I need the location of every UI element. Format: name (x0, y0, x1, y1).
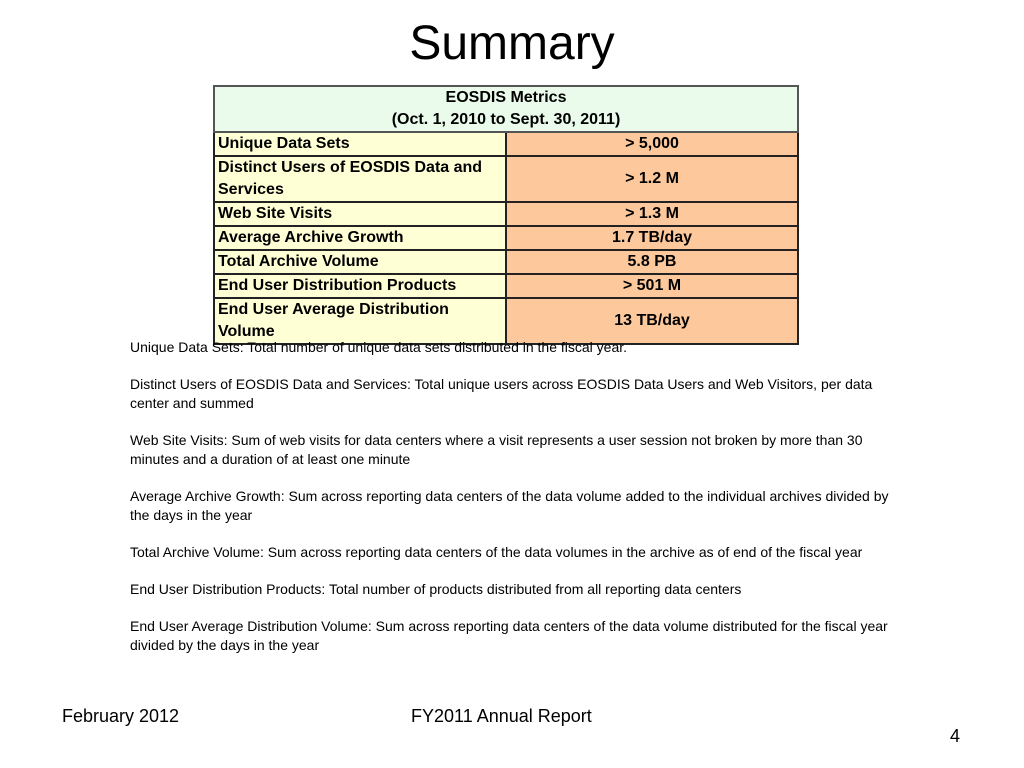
metric-label: Average Archive Growth (214, 226, 506, 250)
metric-label: End User Distribution Products (214, 274, 506, 298)
metric-label: Web Site Visits (214, 202, 506, 226)
table-row (214, 274, 798, 298)
metric-value: 1.7 TB/day (506, 226, 798, 250)
table-row (214, 226, 798, 250)
table-row (214, 156, 798, 202)
metric-value: > 501 M (506, 274, 798, 298)
table-header (214, 86, 798, 132)
footer-report-title: FY2011 Annual Report (411, 706, 592, 726)
metric-value: 5.8 PB (506, 250, 798, 274)
footer-date: February 2012 (62, 706, 180, 726)
metric-value: 13 TB/day (506, 298, 798, 344)
note-distribution-products: End User Distribution Products: Total number of products distributed from all reporting data centers (130, 581, 742, 597)
metric-label: Unique Data Sets (214, 132, 506, 156)
note-total-archive-volume: Total Archive Volume: Sum across reporting data centers of the data volumes in the archive as of end of the fiscal year (130, 544, 863, 560)
metric-label: End User Average Distribution Volume (214, 298, 506, 344)
page-number: 4 (950, 726, 961, 746)
note-unique-data-sets: Unique Data Sets: Total number of unique data sets distributed in the fiscal year. (130, 339, 628, 355)
table-row (214, 250, 798, 274)
page-title: Summary (409, 17, 615, 70)
metric-label: Distinct Users of EOSDIS Data and Services (214, 156, 506, 202)
definitions-notes (130, 338, 910, 673)
metric-value: > 5,000 (506, 132, 798, 156)
note-web-site-visits: Web Site Visits: Sum of web visits for data centers where a visit represents a user session not broken by more than 30 minutes and a duration of at least one minute (130, 432, 863, 467)
table-header-row (214, 86, 798, 132)
note-average-archive-growth: Average Archive Growth: Sum across reporting data centers of the data volume added to the individual archives divided by the days in the year (130, 488, 889, 523)
table-row (214, 202, 798, 226)
metric-label: Total Archive Volume (214, 250, 506, 274)
table-header-period: (Oct. 1, 2010 to Sept. 30, 2011) (391, 111, 621, 128)
table-row (214, 132, 798, 156)
metric-value: > 1.2 M (506, 156, 798, 202)
note-average-distribution-volume: End User Average Distribution Volume: Sum across reporting data centers of the data volume distributed for the fiscal year divided by the days in the year (130, 618, 888, 653)
note-distinct-users: Distinct Users of EOSDIS Data and Services: Total unique users across EOSDIS Data Users and Web Visitors, per data center and summed (130, 376, 873, 411)
metrics-table (213, 85, 799, 345)
metric-value: > 1.3 M (506, 202, 798, 226)
table-header-title: EOSDIS Metrics (445, 89, 567, 106)
